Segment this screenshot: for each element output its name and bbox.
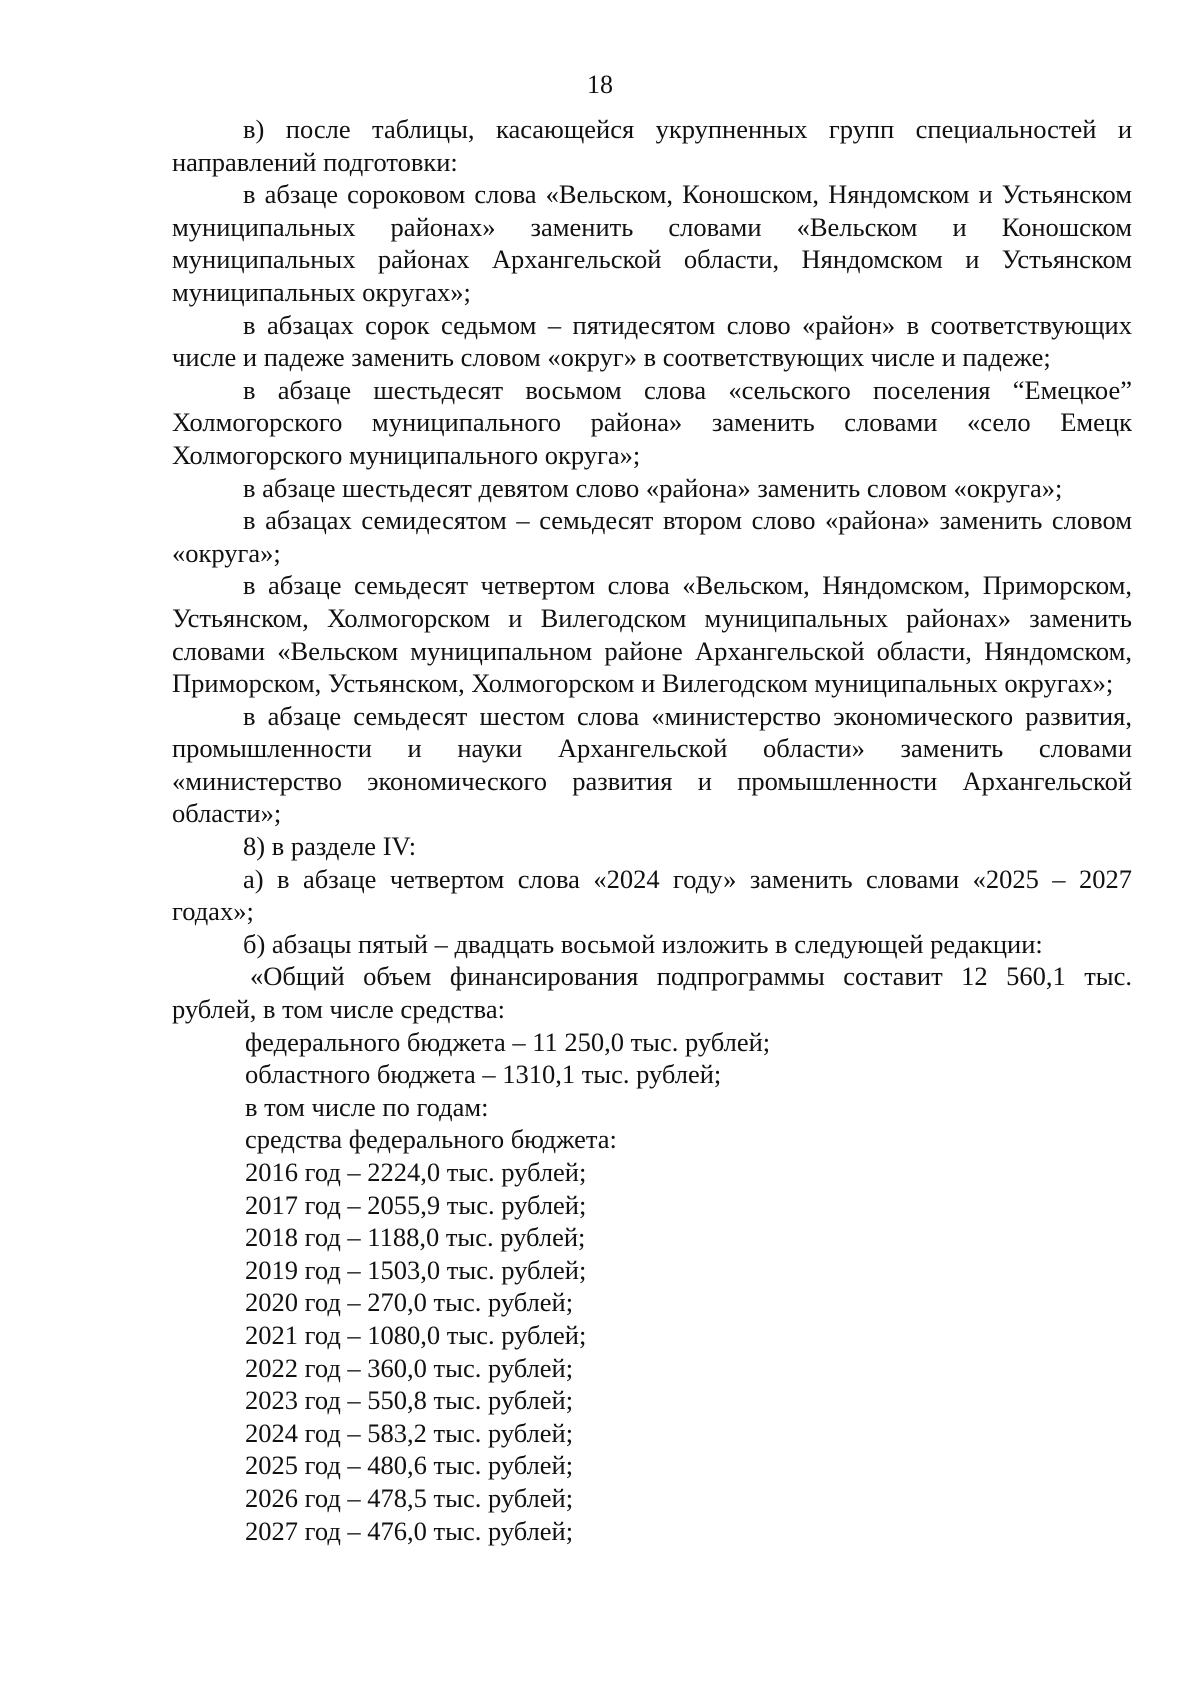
paragraph: в) после таблицы, касающейся укрупненных групп специальностей и направлений подготовки:: [172, 114, 1132, 177]
list-item: 2022 год – 360,0 тыс. рублей;: [245, 1352, 574, 1383]
list-item: 2024 год – 583,2 тыс. рублей;: [245, 1417, 574, 1448]
list-item: 2018 год – 1188,0 тыс. рублей;: [245, 1222, 586, 1253]
list-item: средства федерального бюджета:: [245, 1124, 617, 1155]
list-item: областного бюджета – 1310,1 тыс. рублей;: [245, 1059, 722, 1090]
list-item: 2027 год – 476,0 тыс. рублей;: [245, 1515, 574, 1546]
paragraph: в абзаце сороковом слова «Вельском, Коношском, Няндомском и Устьянском муниципальных районах» заменить словами «Вельском и Коношском муниципальных районах Архангельской области, Няндомском и Устьянском муниципальных округах»;: [172, 179, 1132, 307]
list-item: 2026 год – 478,5 тыс. рублей;: [245, 1482, 574, 1513]
list-item: 2023 год – 550,8 тыс. рублей;: [245, 1385, 574, 1416]
quoted-paragraph: «Общий объем финансирования подпрограммы составит 12 560,1 тыс. рублей, в том числе средства:: [172, 961, 1132, 1025]
page-number: 18: [587, 70, 613, 99]
paragraph: в абзаце семьдесят четвертом слова «Вельском, Няндомском, Приморском, Устьянском, Холмогорском и Вилегодском муниципальных районах» заменить словами «Вельском муниципальном районе Архангельской области, Няндомском, Приморском, Устьянском, Холмогорском и Вилегодском муниципальных округах»;: [172, 570, 1132, 699]
list-item: 2017 год – 2055,9 тыс. рублей;: [245, 1189, 587, 1220]
list-item: 2021 год – 1080,0 тыс. рублей;: [245, 1319, 587, 1350]
list-item: 2016 год – 2224,0 тыс. рублей;: [245, 1157, 587, 1187]
list-item: в том числе по годам:: [245, 1091, 489, 1122]
list-item: 2025 год – 480,6 тыс. рублей;: [245, 1450, 574, 1481]
paragraph: а) в абзаце четвертом слова «2024 году» заменить словами «2025 – 2027 годах»;: [172, 863, 1132, 927]
paragraph: 8) в разделе IV:: [243, 831, 417, 862]
paragraph: в абзаце шестьдесят восьмом слова «сельского поселения “Емецкое” Холмогорского муниципального района» заменить словами «село Емецк Холмогорского муниципального округа»;: [172, 374, 1132, 470]
paragraph: в абзаце шестьдесят девятом слово «района» заменить словом «округа»;: [243, 472, 1063, 503]
paragraph: в абзаце семьдесят шестом слова «министерство экономического развития, промышленности и науки Архангельской области» заменить словами «министерство экономического развития и промышленности Архангельской области»;: [172, 700, 1132, 829]
paragraph: в абзацах сорок седьмом – пятидесятом слово «район» в соответствующих числе и падеже заменить словом «округ» в соответствующих числе и падеже;: [172, 309, 1132, 373]
document-body: [172, 113, 1132, 1547]
paragraph: б) абзацы пятый – двадцать восьмой изложить в следующей редакции:: [243, 928, 1043, 959]
paragraph: в абзацах семидесятом – семьдесят втором слово «района» заменить словом «округа»;: [172, 505, 1132, 568]
list-item: 2019 год – 1503,0 тыс. рублей;: [245, 1254, 587, 1285]
list-item: 2020 год – 270,0 тыс. рублей;: [245, 1287, 574, 1318]
list-item: федерального бюджета – 11 250,0 тыс. рублей;: [245, 1026, 771, 1057]
